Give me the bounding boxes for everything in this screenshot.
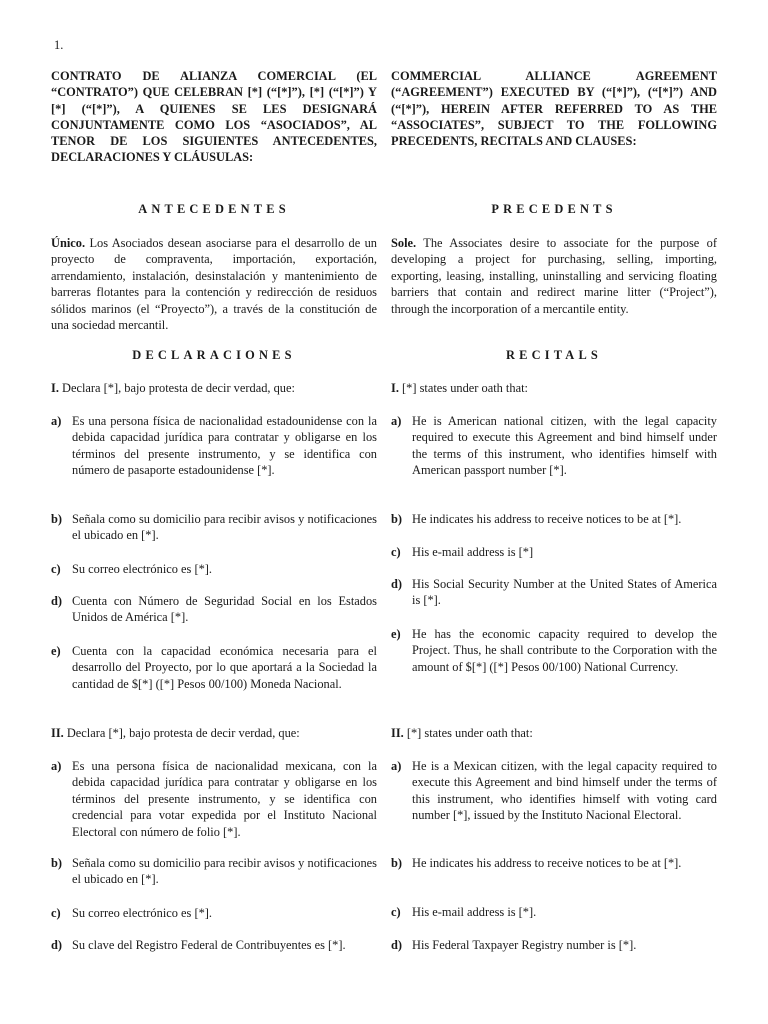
recital-i-label: I. — [391, 381, 399, 395]
item-text: He indicates his address to receive notices to be at [*]. — [412, 856, 682, 870]
declaration-i-lead — [51, 380, 377, 396]
item-label: c) — [51, 562, 61, 576]
item-label: d) — [391, 577, 403, 591]
item-text: Su correo electrónico es [*]. — [72, 906, 213, 920]
spanish-column — [51, 68, 377, 952]
antecedentes-heading: ANTECEDENTES — [138, 202, 290, 216]
sole-paragraph — [391, 235, 717, 317]
unico-label: Único. — [51, 236, 86, 250]
item-text: Es una persona física de nacionalidad estadounidense con la debida capacidad jurídica para contratar y obligarse en los términos del presente instrumento, y se identifica con número de pasaporte estadounidense [*]. — [72, 414, 377, 478]
declaration-i-text: Declara [*], bajo protesta de decir verdad, que: — [58, 381, 295, 395]
item-label: b) — [51, 856, 63, 870]
declaration-ii-label: II. — [51, 726, 64, 740]
list-item — [51, 643, 377, 692]
list-item — [51, 855, 377, 888]
item-label: a) — [51, 414, 62, 428]
recital-i-lead — [391, 380, 717, 396]
item-text: He is American national citizen, with the legal capacity required to execute this Agreement and bind himself under the terms of this instrument, who identifies himself with American passport number [*]. — [412, 414, 717, 478]
list-item — [391, 626, 717, 675]
list-item — [51, 758, 377, 840]
recital-ii-label: II. — [391, 726, 404, 740]
item-label: d) — [51, 594, 63, 608]
declaration-ii-lead — [51, 725, 377, 741]
declaraciones-heading: DECLARACIONES — [132, 348, 296, 362]
list-item — [51, 937, 377, 953]
list-item — [391, 758, 717, 824]
list-item — [391, 576, 717, 609]
item-text: Señala como su domicilio para recibir avisos y notificaciones el ubicado en [*]. — [72, 512, 377, 543]
item-label: b) — [51, 512, 63, 526]
item-text: He indicates his address to receive notices to be at [*]. — [412, 512, 682, 526]
item-label: c) — [391, 905, 401, 919]
item-label: a) — [391, 414, 402, 428]
recitals-heading: RECITALS — [505, 348, 603, 362]
recital-ii-text: [*] states under oath that: — [403, 726, 533, 740]
item-label: c) — [51, 906, 61, 920]
sole-label: Sole. — [391, 236, 417, 250]
list-item — [391, 413, 717, 479]
recital-ii-lead — [391, 725, 717, 741]
item-text: His e-mail address is [*] — [412, 545, 534, 559]
item-label: d) — [51, 938, 63, 952]
page-number: 1. — [54, 38, 64, 52]
unico-text: Los Asociados desean asociarse para el desarrollo de un proyecto de compraventa, importación, exportación, arrendamiento, instalación, desinstalación y mantenimiento de barreras flotantes para la contención y redirección de residuos sólidos marinos (el “Proyecto”), a través de la constitución de una sociedad mercantil. — [51, 236, 377, 333]
declaration-i-label: I. — [51, 381, 59, 395]
item-label: e) — [51, 644, 61, 658]
list-item — [51, 511, 377, 544]
item-label: a) — [391, 759, 402, 773]
sole-text: The Associates desire to associate for the purpose of developing a project for purchasing, selling, importing, exporting, leasing, installing, uninstalling and servicing floating barriers that contain and redirect marine litter (“Project”), through the incorporation of a mercantile entity. — [391, 236, 717, 316]
item-label: e) — [391, 627, 401, 641]
item-label: a) — [51, 759, 62, 773]
contract-title-es: CONTRATO DE ALIANZA COMERCIAL (EL “CONTRATO”) QUE CELEBRAN [*] (“[*]”), [*] (“[*]”) Y [*] (“[*]”), A QUIENES SE LES DESIGNARÁ CONJUNTAMENTE COMO LOS “ASOCIADOS”, AL TENOR DE LOS SIGUIENTES ANTECEDENTES, DECLARACIONES Y CLÁUSULAS: — [51, 69, 377, 165]
english-column — [391, 68, 717, 952]
declaration-ii-text: Declara [*], bajo protesta de decir verdad, que: — [63, 726, 300, 740]
list-item — [51, 593, 377, 626]
list-item — [391, 904, 717, 920]
contract-title-en: COMMERCIAL ALLIANCE AGREEMENT (“AGREEMENT”) EXECUTED BY (“[*]”), (“[*]”) AND (“[*]”), HEREIN AFTER REFERRED TO AS THE “ASSOCIATES”, SUBJECT TO THE FOLLOWING PRECEDENTS, RECITALS AND CLAUSES: — [391, 69, 717, 149]
item-text: Su clave del Registro Federal de Contribuyentes es [*]. — [72, 938, 346, 952]
item-text: He has the economic capacity required to develop the Project. Thus, he shall contribute to the Corporation with the amount of $[*] ([*] Pesos 00/100) National Currency. — [412, 627, 717, 674]
list-item — [51, 561, 377, 577]
list-item — [51, 413, 377, 479]
item-text: He is a Mexican citizen, with the legal capacity required to execute this Agreement and bind himself under the terms of this instrument, who identifies himself with voting card number [*], issued by the Instituto Nacional Electoral. — [412, 759, 717, 823]
item-label: c) — [391, 545, 401, 559]
item-text: Es una persona física de nacionalidad mexicana, con la debida capacidad jurídica para contratar y obligarse en los términos del presente instrumento, y se identifica con credencial para votar expedida por el Instituto Nacional Electoral con número de folio [*]. — [72, 759, 377, 839]
item-text: Cuenta con la capacidad económica necesaria para el desarrollo del Proyecto, por lo que aportará a la Sociedad la cantidad de $[*] ([*] Pesos 00/100) Moneda Nacional. — [72, 644, 377, 691]
item-text: Su correo electrónico es [*]. — [72, 562, 213, 576]
precedents-heading: PRECEDENTS — [491, 202, 617, 216]
item-text: His Social Security Number at the United States of America is [*]. — [412, 577, 717, 608]
item-text: Señala como su domicilio para recibir avisos y notificaciones el ubicado en [*]. — [72, 856, 377, 887]
item-text: His Federal Taxpayer Registry number is [*]. — [412, 938, 637, 952]
list-item — [51, 905, 377, 921]
recital-i-text: [*] states under oath that: — [398, 381, 528, 395]
item-label: b) — [391, 856, 403, 870]
item-label: d) — [391, 938, 403, 952]
item-text: Cuenta con Número de Seguridad Social en los Estados Unidos de América [*]. — [72, 594, 377, 625]
list-item — [391, 544, 717, 560]
item-label: b) — [391, 512, 403, 526]
item-text: His e-mail address is [*]. — [412, 905, 537, 919]
list-item — [391, 855, 717, 871]
unico-paragraph — [51, 235, 377, 333]
list-item — [391, 511, 717, 527]
list-item — [391, 937, 717, 953]
